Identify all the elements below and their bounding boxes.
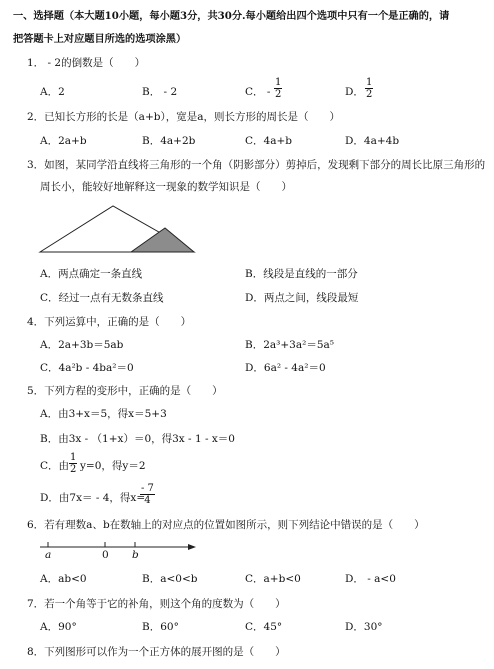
q3-option-d: D．两点之间，线段最短 — [245, 292, 359, 304]
q7-option-a: A．90° — [40, 621, 77, 633]
axis-label-a: a — [45, 549, 52, 561]
q1-option-a: A．2 — [40, 86, 65, 98]
q5-d-numerator: - 7 — [141, 483, 154, 494]
q4-option-a: A．2a+3b＝5ab — [40, 339, 124, 351]
q1-d-numerator: 1 — [366, 77, 373, 88]
q1-option-d-fraction — [365, 77, 373, 100]
q5-d-denominator: 4 — [144, 495, 151, 506]
q6-option-b: B．a<0<b — [142, 573, 198, 585]
q6-option-d: D． - a<0 — [345, 573, 396, 585]
q6-stem: 6．若有理数a、b在数轴上的对应点的位置如图所示，则下列结论中错误的是（ ） — [27, 519, 425, 531]
section-heading-line2: 把答题卡上对应题目所选的选项涂黑） — [13, 33, 187, 45]
q8-stem: 8．下列图形可以作为一个正方体的展开图的是（ ） — [27, 646, 286, 658]
q5-option-d-prefix: D．由7x＝ - 4，得x= — [40, 492, 146, 504]
q1-stem: 1． - 2的倒数是（ ） — [27, 57, 146, 69]
q1-option-d-prefix: D． — [345, 86, 364, 98]
q2-option-d: D．4a+4b — [345, 135, 400, 147]
q2-option-b: B．4a+2b — [142, 135, 196, 147]
q3-option-b: B．线段是直线的一部分 — [245, 268, 358, 280]
number-line-figure — [38, 540, 198, 568]
axis-label-zero: 0 — [102, 549, 109, 561]
q7-stem: 7．若一个角等于它的补角，则这个角的度数为（ ） — [27, 598, 286, 610]
q4-option-b: B．2a³+3a²＝5a⁵ — [245, 339, 334, 351]
triangle-figure — [38, 202, 198, 256]
q6-option-c: C．a+b<0 — [245, 573, 301, 585]
arrow-right-icon — [188, 544, 196, 550]
q7-option-d: D．30° — [345, 621, 383, 633]
q5-option-c-fraction — [69, 452, 77, 475]
q1-d-denominator: 2 — [366, 89, 373, 100]
q2-stem: 2．已知长方形的长是（a+b），宽是a，则长方形的周长是（ ） — [27, 111, 340, 123]
q5-c-numerator: 1 — [70, 452, 77, 463]
q5-option-a: A．由3+x＝5，得x＝5+3 — [40, 408, 167, 420]
axis-label-b: b — [132, 549, 139, 561]
q2-option-c: C．4a+b — [245, 135, 292, 147]
section-heading-line1: 一、选择题（本大题10小题，每小题3分，共30分.每小题给出四个选项中只有一个是正确的，请 — [13, 10, 450, 22]
q6-option-a: A．ab<0 — [40, 573, 87, 585]
q5-c-denominator: 2 — [70, 464, 77, 475]
q5-option-c-suffix: y=0，得y＝2 — [80, 460, 146, 472]
q3-stem-line2: 周长小，能较好地解释这一现象的数学知识是（ ） — [40, 181, 292, 193]
shaded-corner — [131, 228, 194, 252]
q1-option-c-fraction — [274, 77, 282, 100]
q1-c-numerator: 1 — [275, 77, 282, 88]
q5-stem: 5．下列方程的变形中，正确的是（ ） — [27, 385, 223, 397]
q5-option-c-prefix: C．由 — [40, 460, 70, 472]
q4-stem: 4．下列运算中，正确的是（ ） — [27, 316, 192, 328]
q3-option-a: A．两点确定一条直线 — [40, 268, 143, 280]
q5-option-b: B．由3x - （1+x）＝0，得3x - 1 - x＝0 — [40, 433, 235, 445]
q1-option-b: B． - 2 — [142, 86, 178, 98]
q7-option-b: B．60° — [142, 621, 179, 633]
q1-option-c-prefix: C． - — [245, 86, 271, 98]
q4-option-d: D．6a² - 4a²＝0 — [245, 362, 326, 374]
q3-stem-line1: 3．如图，某同学沿直线将三角形的一个角（阴影部分）剪掉后，发现剩下部分的周长比原三角形的 — [27, 159, 486, 171]
q4-option-c: C．4a²b - 4ba²＝0 — [40, 362, 134, 374]
q3-option-c: C．经过一点有无数条直线 — [40, 292, 164, 304]
q5-option-d-fraction — [140, 483, 155, 506]
q2-option-a: A．2a+b — [40, 135, 87, 147]
q1-c-denominator: 2 — [275, 89, 282, 100]
q7-option-c: C．45° — [245, 621, 283, 633]
